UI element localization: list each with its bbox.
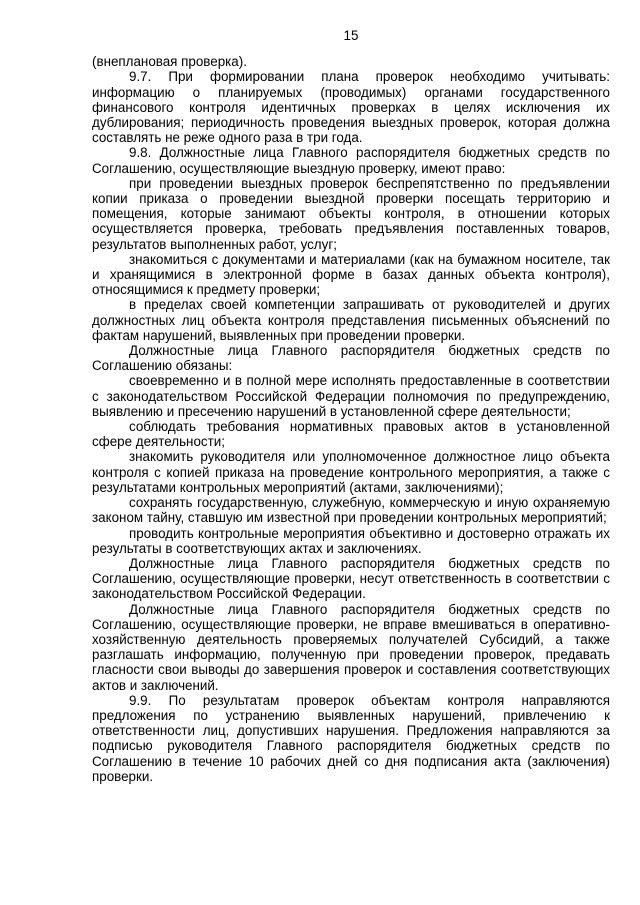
paragraph-prohibitions: Должностные лица Главного распорядителя бюджетных средств по Соглашению, осуществляющие проверки, не вправе вмешиваться в оперативно-хозяйственную деятельность проверяемых получателей Субсидий, а также разглашать информацию, полученную при проведении проверок, предавать гласности свои выводы до завершения проверок и составления соответствующих актов и заключений.	[92, 601, 610, 693]
paragraph-9-9: 9.9. По результатам проверок объектам контроля направляются предложения по устранению выявленных нарушений, привлечению к ответственности лиц, допустивших нарушения. Предложения направляются за подписью руководителя Главного распорядителя бюджетных средств по Соглашению в течение 10 рабочих дней со дня подписания акта (заключения) проверки.	[92, 692, 610, 784]
document-page	[92, 28, 610, 784]
paragraph-obligations-intro: Должностные лица Главного распорядителя бюджетных средств по Соглашению обязаны:	[92, 343, 610, 374]
paragraph-obligation-inform: знакомить руководителя или уполномоченное должностное лицо объекта контроля с копией приказа на проведение контрольного мероприятия, а также с результатами контрольных мероприятий (актами, заключениями);	[92, 449, 610, 495]
paragraph-continuation: (внеплановая проверка).	[92, 54, 247, 70]
paragraph-obligation-comply: соблюдать требования нормативных правовых актов в установленной сфере деятельности;	[92, 419, 610, 450]
paragraph-9-8: 9.8. Должностные лица Главного распорядителя бюджетных средств по Соглашению, осуществляющие выездную проверку, имеют право:	[92, 145, 610, 176]
paragraph-right-request: в пределах своей компетенции запрашивать от руководителей и других должностных лиц объекта контроля представления письменных объяснений по фактам нарушений, выявленных при проведении проверки.	[92, 297, 610, 343]
paragraph-obligation-secrecy: сохранять государственную, служебную, коммерческую и иную охраняемую законом тайну, ставшую им известной при проведении контрольных мероприятий;	[92, 495, 610, 526]
paragraph-obligation-objectivity: проводить контрольные мероприятия объективно и достоверно отражать их результаты в соответствующих актах и заключениях.	[92, 525, 610, 556]
page-number: 15	[343, 28, 359, 43]
paragraph-obligation-exercise: своевременно и в полной мере исполнять предоставленные в соответствии с законодательством Российской Федерации полномочия по предупреждению, выявлению и пресечению нарушений в установленной сфере деятельности;	[92, 373, 610, 419]
paragraph-right-documents: знакомиться с документами и материалами (как на бумажном носителе, так и хранящимися в электронной форме в базах данных объекта контроля), относящимися к предмету проверки;	[92, 251, 610, 298]
paragraph-responsibility: Должностные лица Главного распорядителя бюджетных средств по Соглашению, осуществляющие проверки, несут ответственность в соответствии с законодательством Российской Федерации.	[92, 555, 610, 602]
paragraph-9-7: 9.7. При формировании плана проверок необходимо учитывать: информацию о планируемых (проводимых) органами государственного финансового контроля идентичных проверках в целях исключения их дублирования; периодичность проведения выездных проверок, которая должна составлять не реже одного раза в три года.	[92, 69, 610, 146]
paragraph-right-visit: при проведении выездных проверок беспрепятственно по предъявлении копии приказа о проведении выездной проверки посещать территорию и помещения, которые занимают объекты контроля, в отношении которых осуществляется проверка, требовать предъявления поставленных товаров, результатов выполненных работ, услуг;	[92, 175, 610, 252]
document-body	[92, 54, 610, 784]
